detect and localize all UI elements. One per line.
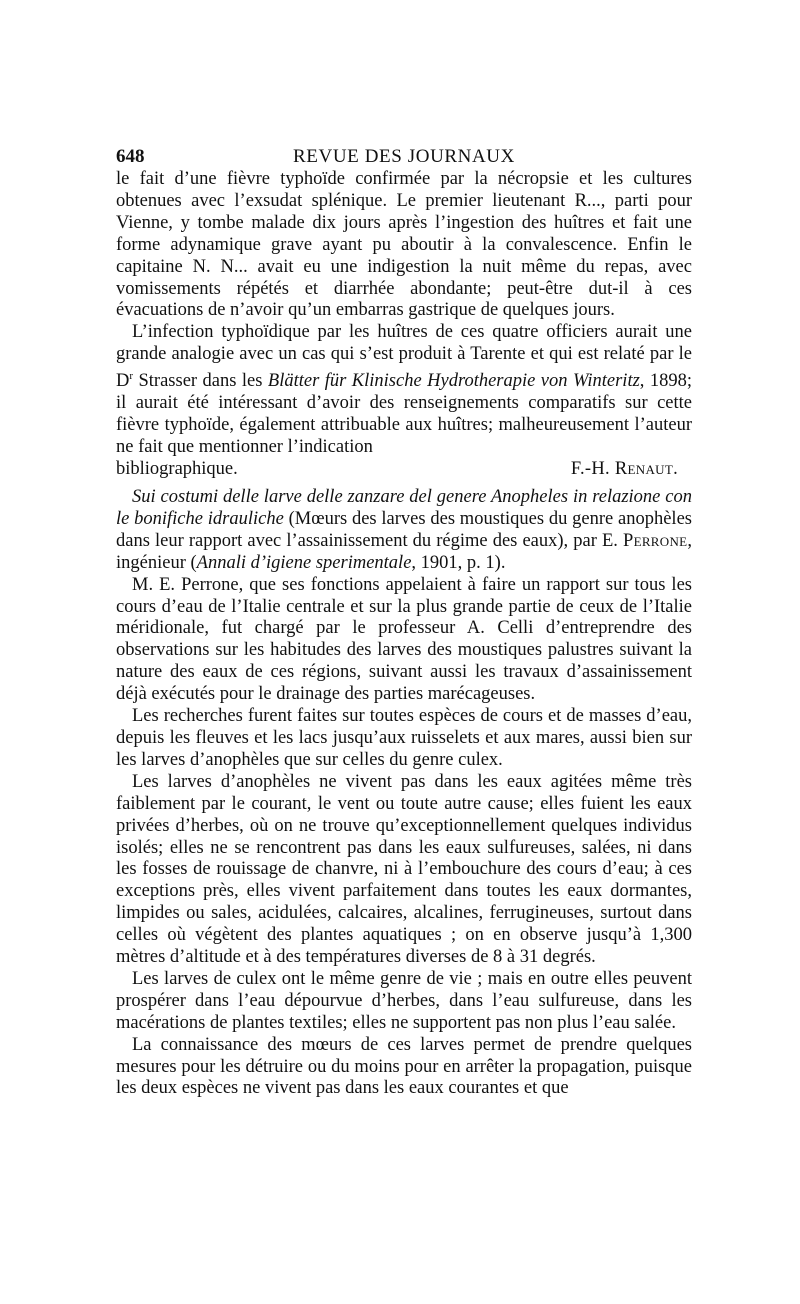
paragraph-last-line: bibliographique. [116,458,238,479]
review-anopheles-larvae [116,487,692,1100]
running-title: REVUE DES JOURNAUX [293,146,515,167]
source-journal: Annali d’igiene sperimentale [196,552,412,573]
source-citation: , 1901, p. 1). [411,552,506,573]
page-header [116,146,692,168]
paragraph: La connaissance des mœurs de ces larves permet de prendre quelques mesures pour les détruire ou du moins pour en arrêter la propagation, puisque les deux espèces ne vivent pas dans les eaux courantes et que [116,1034,692,1099]
paragraph: Les recherches furent faites sur toutes espèces de cours et de masses d’eau, depuis les fleuves et les lacs jusqu’aux ruisselets et aux mares, aussi bien sur les larves d’anophèles que sur celles du genre culex. [116,706,692,770]
paragraph: Les larves de culex ont le même genre de vie ; mais en outre elles peuvent prospérer dans l’eau dépourvue d’herbes, dans l’eau sulfureuse, dans les macérations de plantes textiles; elles ne supportent pas non plus l’eau salée. [116,968,692,1033]
review-heading [116,487,692,575]
review-typhoid-oysters [116,169,692,481]
superscript: r [129,370,134,383]
signature-line [116,459,692,481]
title-translation: (Mœurs des larves des moustiques du genre anophèles dans leur rapport avec l’assainissement du régime des eaux), par E. [116,508,692,551]
page-number: 648 [116,146,145,167]
text-run: , 1898; il aurait été intéressant d’avoir des renseignements comparatifs sur cette fièvre typhoïde, également attribuable aux huîtres; malheureusement l’auteur ne fait que mentionner l’indication [116,371,692,458]
paragraph [116,322,692,459]
paragraph: M. E. Perrone, que ses fonctions appelaient à faire un rapport sur tous les cours d’eau de l’Italie centrale et sur la plus grande partie de ceux de l’Italie méridionale, fut chargé par le professeur A. Celli d’entreprendre des observations sur les habitudes des larves des moustiques palustres suivant la nature des eaux de ces régions, suivant aussi les travaux d’assainissement déjà exécutés pour le drainage des parties marécageuses. [116,574,692,705]
text-run: Strasser dans les [133,371,268,392]
author-role: , ingénieur ( [116,530,692,573]
paragraph: Les larves d’anophèles ne vivent pas dans les eaux agitées même très faiblement par le courant, le vent ou toute autre cause; elles fuient les eaux privées d’herbes, où on ne trouve qu’exceptionnellement quelques individus isolés; elles ne se rencontrent pas dans les eaux sulfureuses, salées, ni dans les fosses de rouissage de chanvre, ni à l’embouchure des cours d’eau; à ces exceptions près, elles vivent parfaitement dans toutes les eaux dormantes, limpides ou sales, acidulées, calcaires, alcalines, ferrugineuses, surtout dans celles où végètent des plantes aquatiques ; on en observe jusqu’à 1,300 mètres d’altitude et à des températures diverses de 8 à 31 degrés. [116,771,692,968]
journal-title: Blätter für Klinische Hydrotherapie von Winteritz [267,371,640,392]
review-signature: F.-H. Renaut. [570,458,678,479]
text-run: L’infection typhoïdique par les huîtres de ces quatre officiers aurait une grande analogie avec un cas qui s’est produit à Tarente et qui est relaté par le D [116,322,692,392]
article-title: Sui costumi delle larve delle zanzare del genere Anopheles in relazione con le bonifiche idrauliche [116,487,692,529]
author-name: Perrone [622,530,688,551]
paragraph: le fait d’une fièvre typhoïde confirmée par la nécropsie et les cultures obtenues avec l’exsudat splénique. Le premier lieutenant R..., parti pour Vienne, y tombe malade dix jours après l’ingestion des huîtres et fait une forme adynamique grave ayant pu aboutir à la convalescence. Enfin le capitaine N. N... avait eu une indigestion la nuit même du repas, avec vomissements répétés et diarrhée abondante; peut-être dut-il à ces évacuations de n’avoir qu’un embarras gastrique de quelques jours. [116,169,692,321]
